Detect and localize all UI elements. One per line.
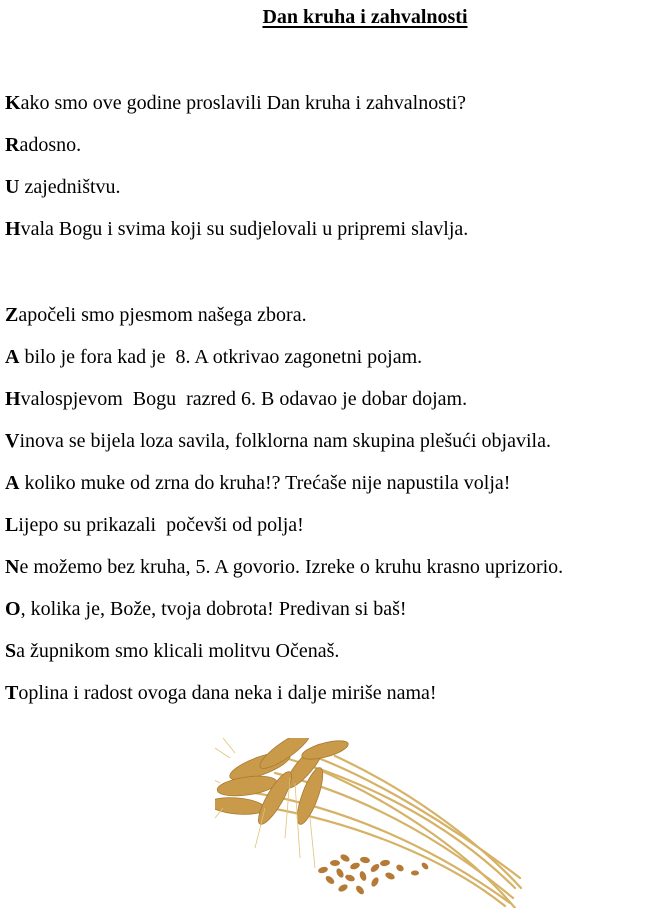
line-text: adosno.: [19, 134, 82, 156]
line-text: valospjevom Bogu razred 6. B odavao je dobar dojam.: [20, 388, 468, 410]
acrostic-initial: L: [5, 514, 19, 536]
poem-line: [5, 387, 467, 411]
poem-line: [5, 639, 339, 663]
acrostic-initial: U: [5, 176, 20, 198]
line-text: oplina i radost ovoga dana neka i dalje miriše nama!: [18, 682, 437, 704]
acrostic-initial: N: [5, 556, 20, 578]
wheat-sheaf-illustration: [215, 738, 525, 908]
line-text: inova se bijela loza savila, folklorna nam skupina plešući objavila.: [19, 430, 551, 452]
line-text: apočeli smo pjesmom našega zbora.: [18, 304, 307, 326]
line-text: koliko muke od zrna do kruha!? Trećaše nije napustila volja!: [19, 472, 511, 494]
acrostic-initial: S: [5, 640, 17, 662]
poem-line: [5, 513, 304, 537]
acrostic-initial: R: [5, 134, 20, 156]
poem-line: [5, 91, 466, 115]
poem-line: [5, 471, 510, 495]
acrostic-initial: A: [5, 472, 20, 494]
poem-line: [5, 597, 407, 621]
acrostic-initial: H: [5, 388, 21, 410]
line-text: ako smo ove godine proslavili Dan kruha i zahvalnosti?: [20, 92, 467, 114]
acrostic-initial: A: [5, 346, 20, 368]
poem-line: [5, 303, 307, 327]
acrostic-initial: Z: [5, 304, 19, 326]
wheat-ears: [215, 738, 350, 828]
acrostic-initial: V: [5, 430, 20, 452]
acrostic-initial: T: [5, 682, 19, 704]
poem-line: [5, 133, 81, 157]
poem-line: [5, 555, 563, 579]
page-title: Dan kruha i zahvalnosti: [262, 6, 468, 28]
line-text: zajedništvu.: [19, 176, 121, 198]
line-text: a župnikom smo klicali molitvu Očenaš.: [16, 640, 340, 662]
line-text: bilo je fora kad je 8. A otkrivao zagonetni pojam.: [19, 346, 423, 368]
line-text: , kolika je, Bože, tvoja dobrota! Predivan si baš!: [20, 598, 407, 620]
poem-line: [5, 175, 121, 199]
line-text: ijepo su prikazali počevši od polja!: [18, 514, 304, 536]
acrostic-initial: K: [5, 92, 21, 114]
wheat-grains: [317, 853, 429, 896]
acrostic-initial: O: [5, 598, 21, 620]
poem-line: [5, 429, 551, 453]
poem-line: [5, 681, 437, 705]
line-text: e možemo bez kruha, 5. A govorio. Izreke o kruhu krasno uprizorio.: [19, 556, 564, 578]
line-text: vala Bogu i svima koji su sudjelovali u pripremi slavlja.: [20, 218, 469, 240]
poem-line: [5, 217, 468, 241]
acrostic-initial: H: [5, 218, 21, 240]
poem-line: [5, 345, 422, 369]
